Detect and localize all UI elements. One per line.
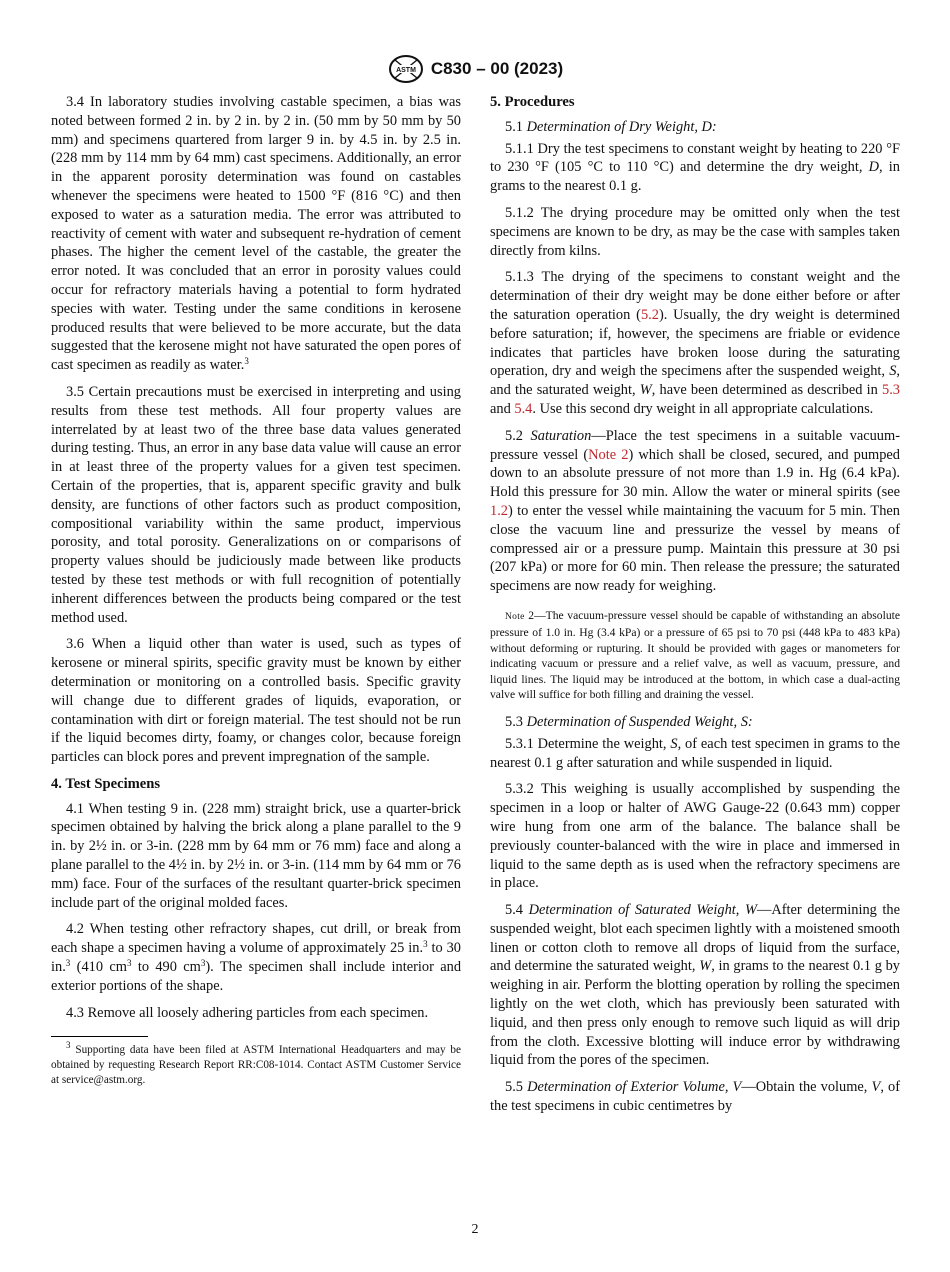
right-column (490, 93, 900, 1124)
section-5-2: 5.2 Saturation—Place the test specimens in a suitable vacuum-pressure vessel (Note 2) which shall be closed, secured, and pumped down to an absolute pressure of not more than 1.9 in. Hg (6.4 kPa). Hold this pressure for 30 min. Allow the water or mineral spirits (see 1.2) to enter the vessel while maintaining the vacuum for 5 min. Then close the vacuum line and pressurize the vessel by means of compressed air or a pressure pump. Maintain this pressure at 30 psi (207 kPa) or more for 60 min. Then release the pressure; the saturated specimens are now ready for weighing. (490, 427, 900, 595)
section-5-4: 5.4 Determination of Saturated Weight, W—After determining the suspended weight, blot each specimen lightly with a moistened smooth linen or cotton cloth to remove all drops of liquid from the surface, and determine the saturated weight, W, in grams to the nearest 0.1 g by weighing in air. Perform the blotting operation by rolling the specimen lightly on the wet cloth, which has previously been saturated with liquid, and then press only enough to remove such liquid as will drip from the cloth. Excessive blotting will induce error by withdrawing liquid from the pores of the specimen. (490, 902, 901, 1069)
heading-procedures: 5. Procedures (490, 94, 575, 110)
section-3-4: 3.4 In laboratory studies involving castable specimen, a bias was noted between formed 2 in. by 2 in. by 2 in. (50 mm by 50 mm by 50 mm) and specimens quartered from larger 9 in. by 4.5 in. by 2.5 in. (228 mm by 114 mm by 64 mm) cast specimens. Additionally, an error in the apparent porosity determination was found on castables whenever the specimens were heated to 1500 °F (816 °C) and then exposed to water as a saturation media. The error was attributed to reactivity of cement with water and subsequent re-hydration of cement phases. The higher the cement level of the castable, the greater the error noted. It was concluded that an error in porosity values could occur for refractory materials having a potential to form hydrated species with water. Testing under the same conditions in kerosene produced results that were believed to be more accurate, but the data suggested that the kerosene might not have saturated the open pores of cast specimen as readily as water.$^3$ (51, 94, 461, 374)
section-3-6: 3.6 When a liquid other than water is used, such as types of kerosene or mineral spirits, specific gravity must be known by either determination or monitoring on a controlled basis. Specific gravity will change due to different grades of liquids, evaporation, or contamination with dirt or foreign material. The test should not be run if the liquid becomes dirty, foamy, or changes color, because foreign particles can block pores and prevent impregnation of the sample. (51, 636, 461, 766)
section-5-1-3: 5.1.3 The drying of the specimens to constant weight and the determination of their dry weight may be done either before or after the saturation operation (5.2). Usually, the dry weight is determined before saturation; if, however, the specimens are friable or evidence indicates that particles have broken loose during the saturating operation, dry and weigh the specimens after the suspended weight, S, and the saturated weight, W, have been determined as described in 5.3 and 5.4. Use this second dry weight in all appropriate calculations. (490, 269, 900, 417)
section-5-5: 5.5 Determination of Exterior Volume, V—Obtain the volume, V, of the test specimens in cubic centimetres by (490, 1079, 900, 1115)
section-5-3-1: 5.3.1 Determine the weight, S, of each test specimen in grams to the nearest 0.1 g after saturation and while suspended in liquid. (490, 735, 900, 771)
xref-5-4-link[interactable]: 5.4 (514, 400, 533, 417)
section-4-2: 4.2 When testing other refractory shapes, cut drill, or break from each shape a specimen having a volume of approximately 25 in.$^3$ to 30 in.$^3$ (410 $cm^3$ to 490 $cm^3$). The specimen shall include interior and exterior portions of the shape. (51, 921, 462, 994)
xref-1-2-link[interactable]: 1.2 (490, 502, 508, 519)
document-designation: C830 – 00 (2023) (430, 59, 564, 78)
section-5-1: 5.1 Determination of Dry Weight, D: (505, 118, 717, 135)
page-header (0, 52, 950, 86)
section-5-3-2: 5.3.2 This weighing is usually accomplished by suspending the specimen in a loop or halter of AWG Gauge-22 (0.643 mm) copper wire hung from one arm of the balance. The balance shall be previously counter-balanced with the wire in place and immersed in liquid to the same depth as is used when the refractory specimens are in place. (490, 781, 900, 892)
page-number: 2 (471, 1222, 479, 1237)
section-4-3: 4.3 Remove all loosely adhering particles from each specimen. (66, 1004, 429, 1021)
footnote-divider (51, 1036, 148, 1037)
left-column (51, 93, 461, 1088)
svg-text:ASTM: ASTM (395, 67, 416, 74)
section-4-1: 4.1 When testing 9 in. (228 mm) straight brick, use a quarter-brick specimen obtained by halving the brick along a plane parallel to the 9 in. by 2½ in. or 3-in. (228 mm by 64 mm or 76 mm) face and along a plane parallel to the 4½ in. by 2½ in. or 3-in. (114 mm by 64 mm or 76 mm) face. Four of the surfaces of the resultant quarter-brick specimen include part of the original molded faces. (51, 800, 461, 911)
astm-logo-icon (387, 54, 425, 84)
note-2: Note 2—The vacuum-pressure vessel should be capable of withstanding an absolute pressure of 1.0 in. Hg (3.4 kPa) or a pressure of 65 psi to 70 psi (448 kPa to 483 kPa) without deforming or rupturing. It should be provided with gages or manometers for indicating vacuum or pressure and a relief valve, as well as vacuum, pressure, and liquid lines. The liquid may be introduced at the bottom, in which case a dual-acting valve will suffice for both filling and draining the vessel. (490, 608, 900, 702)
section-5-3: 5.3 Determination of Suspended Weight, S: (505, 713, 753, 730)
section-5-1-2: 5.1.2 The drying procedure may be omitted only when the test specimens are known to be dry, as may be the case with samples taken directly from kilns. (490, 204, 900, 259)
xref-5-3-link[interactable]: 5.3 (882, 382, 900, 399)
footnote-3: $^3$ Supporting data have been filed at ASTM International Headquarters and may be obtained by requesting Research Report RR:C08-1014. Contact ASTM Customer Service at service@astm.org. (51, 1040, 461, 1087)
section-5-1-1: 5.1.1 Dry the test specimens to constant weight by heating to 220 °F to 230 °F (105 °C to 110 °C) and determine the dry weight, D, in grams to the nearest 0.1 g. (490, 140, 901, 195)
xref-note-2-link[interactable]: Note 2 (588, 446, 629, 463)
heading-test-specimens: 4. Test Specimens (51, 775, 161, 792)
section-3-5: 3.5 Certain precautions must be exercised in interpreting and using results from these test methods. All four property values are interrelated by at least two of the three base data values generated during testing. Thus, an error in any base data value will cause an error in at least three of the property values for a given test specimen. Certain of the properties, that is, apparent specific gravity and bulk density, are functions of other factors such as product composition, compositional variability within the same product, impervious porosity, and total porosity. Generalizations on or comparisons of property values should be judiciously made between like products tested by these test methods or with full recognition of potentially inherent differences between the products being compared or the test method used. (51, 383, 461, 626)
xref-5-2-link[interactable]: 5.2 (640, 306, 659, 323)
